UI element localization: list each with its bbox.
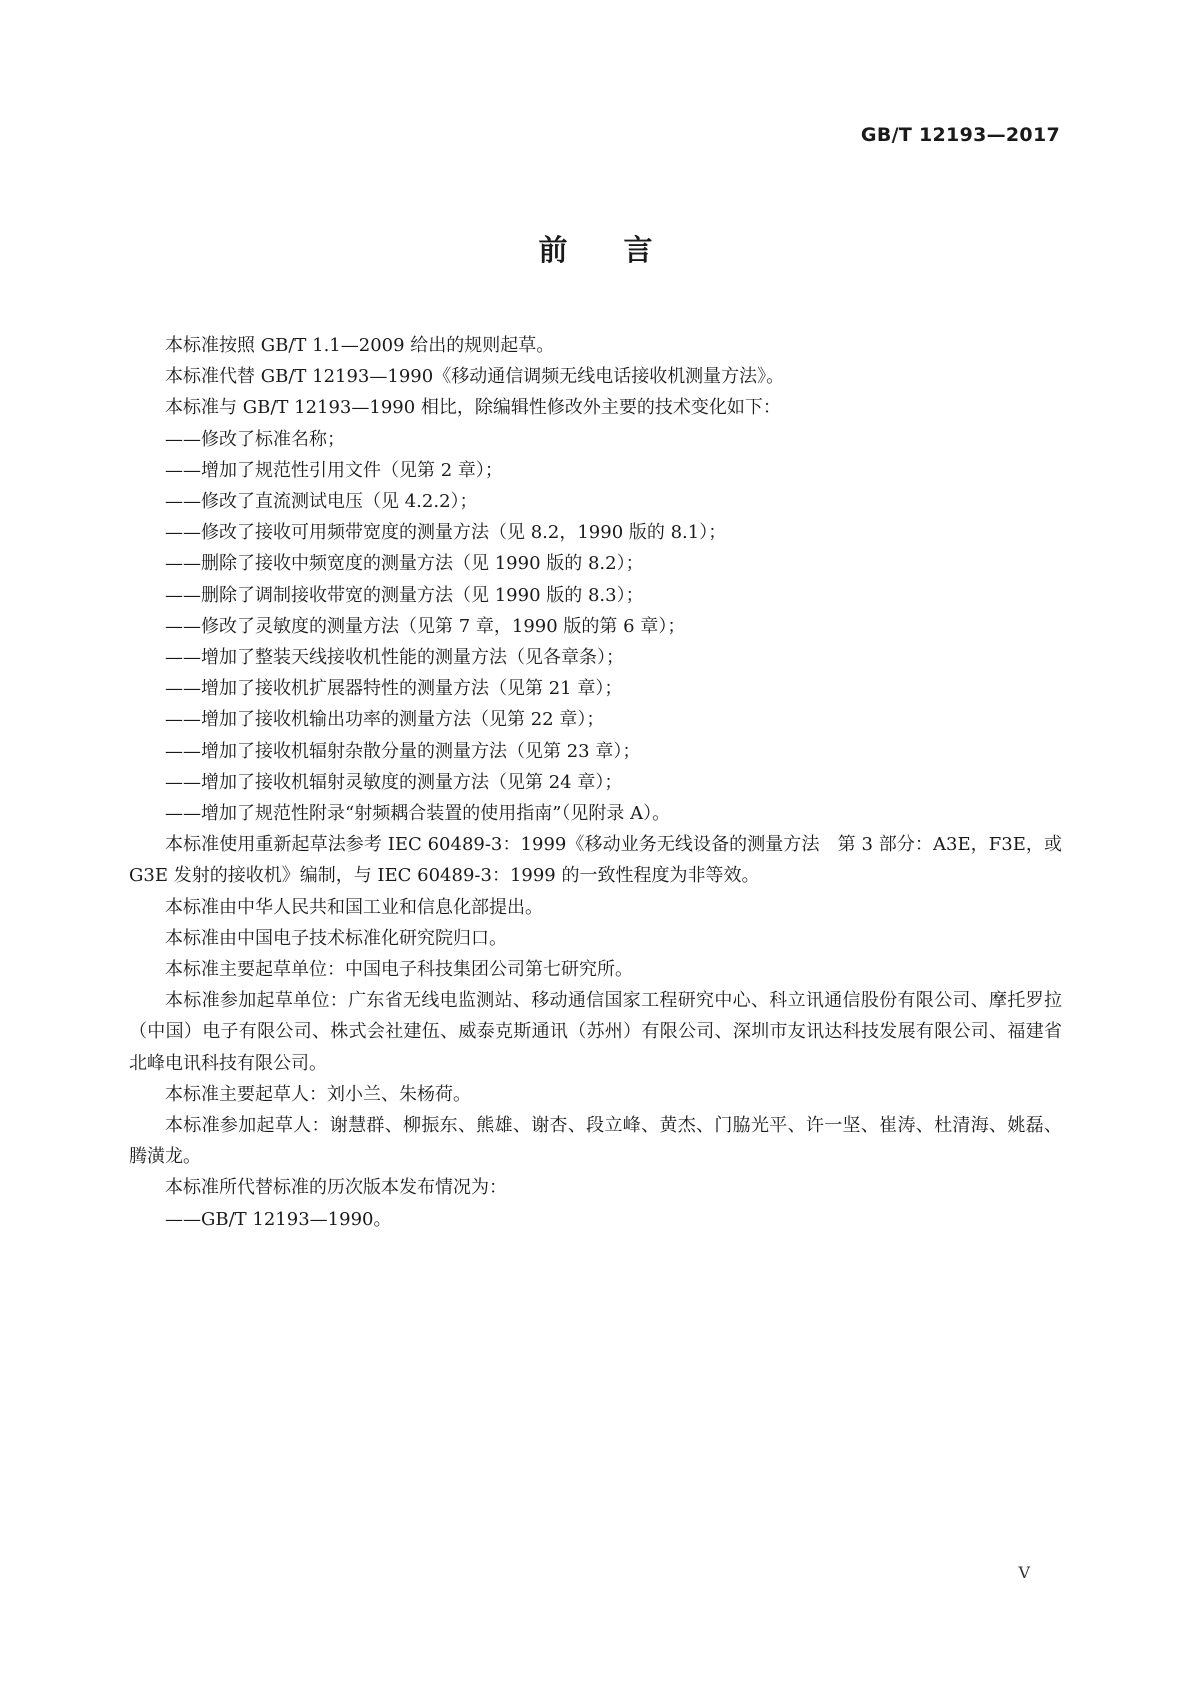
participating-drafters-paragraph: 本标准参加起草人：谢慧群、柳振东、熊雄、谢杏、段立峰、黄杰、门脇光平、许一坚、崔涛、杜清海、姚磊、腾潢龙。 [129, 1115, 1062, 1168]
change-item: ——增加了接收机辐射杂散分量的测量方法（见第 23 章）； [165, 740, 641, 762]
change-item: ——增加了规范性引用文件（见第 2 章）； [165, 459, 503, 481]
proposer-paragraph: 本标准由中华人民共和国工业和信息化部提出。 [165, 896, 543, 918]
centralized-unit-paragraph: 本标准由中国电子技术标准化研究院归口。 [165, 927, 507, 949]
previous-edition-item: ——GB/T 12193—1990。 [165, 1208, 392, 1230]
change-item: ——修改了直流测试电压（见 4.2.2）； [165, 491, 478, 513]
change-item: ——增加了整装天线接收机性能的测量方法（见各章条）； [165, 647, 624, 669]
change-item: ——删除了调制接收带宽的测量方法（见 1990 版的 8.3）； [165, 584, 644, 606]
intro-replaces: 本标准代替 GB/T 12193—1990《移动通信调频无线电话接收机测量方法》。 [165, 366, 785, 388]
preface-body [129, 330, 1062, 1235]
intro-drafting-rules: 本标准按照 GB/T 1.1—2009 给出的规则起草。 [165, 335, 555, 356]
change-item: ——增加了规范性附录“射频耦合装置的使用指南”（见附录 A）。 [165, 803, 671, 825]
change-item: ——增加了接收机扩展器特性的测量方法（见第 21 章）； [165, 678, 623, 700]
standard-number: GB/T 12193—2017 [860, 124, 1060, 146]
change-item: ——增加了接收机辐射灵敏度的测量方法（见第 24 章）； [165, 771, 623, 793]
page-title: 前言 [538, 233, 709, 267]
change-item: ——修改了灵敏度的测量方法（见第 7 章，1990 版的第 6 章）； [165, 615, 686, 637]
main-drafters-paragraph: 本标准主要起草人：刘小兰、朱杨荷。 [165, 1083, 471, 1105]
participating-units-paragraph: 本标准参加起草单位：广东省无线电监测站、移动通信国家工程研究中心、科立讯通信股份有限公司、摩托罗拉（中国）电子有限公司、株式会社建伍、威泰克斯通讯（苏州）有限公司、深圳市友讯达科技发展有限公司、福建省北峰电讯科技有限公司。 [129, 990, 1062, 1074]
previous-editions-heading: 本标准所代替标准的历次版本发布情况为： [165, 1177, 507, 1199]
change-item: ——删除了接收中频宽度的测量方法（见 1990 版的 8.2）； [165, 553, 644, 575]
previous-editions-list [129, 1204, 1062, 1235]
intro-changes-heading: 本标准与 GB/T 12193—1990 相比，除编辑性修改外主要的技术变化如下： [165, 397, 781, 419]
change-item: ——增加了接收机输出功率的测量方法（见第 22 章）； [165, 709, 605, 731]
change-item: ——修改了接收可用频带宽度的测量方法（见 8.2，1990 版的 8.1）； [165, 522, 727, 544]
change-item: ——修改了标准名称； [165, 428, 345, 450]
page-number: V [1018, 1563, 1030, 1582]
changes-list [129, 424, 1062, 830]
reference-standard-paragraph: 本标准使用重新起草法参考 IEC 60489-3：1999《移动业务无线设备的测量方法 第 3 部分：A3E，F3E，或 G3E 发射的接收机》编制，与 IEC 60489-3：1999 的一致性程度为非等效。 [129, 834, 1062, 887]
main-drafting-unit-paragraph: 本标准主要起草单位：中国电子科技集团公司第七研究所。 [165, 959, 633, 981]
